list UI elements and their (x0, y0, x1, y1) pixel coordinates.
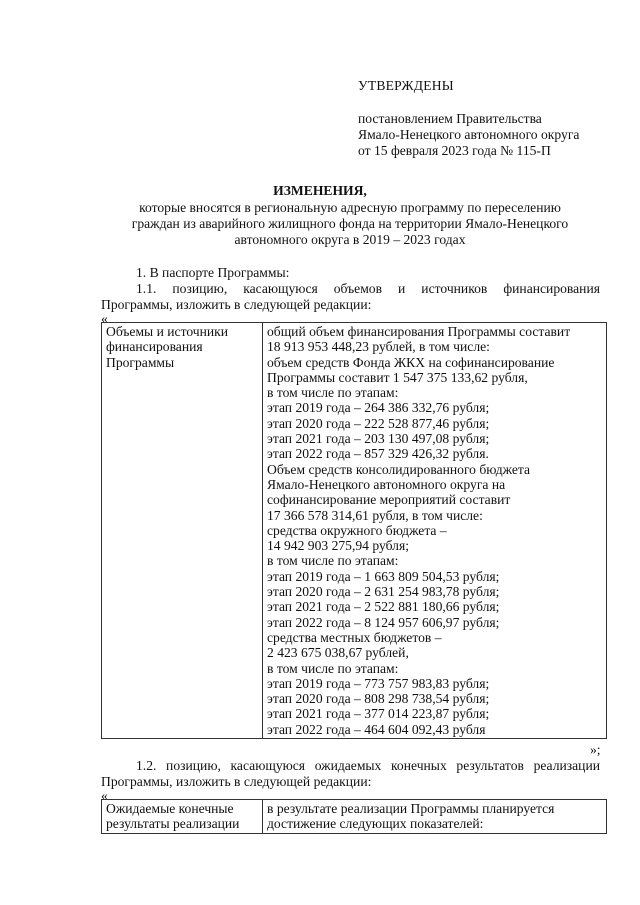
opening-quote: « (101, 788, 108, 803)
decree-reference (358, 111, 579, 159)
cell-line: объем средств Фонда ЖКХ на софинансирование (267, 354, 555, 370)
subtitle-line: граждан из аварийного жилищного фонда на территории Ямало-Ненецкого (131, 216, 569, 231)
cell-line: в результате реализации Программы планируется (267, 801, 555, 816)
cell-line: Ямало-Ненецкого автономного округа на (267, 476, 506, 492)
decree-line: Ямало-Ненецкого автономного округа (358, 127, 580, 142)
subtitle-line: которые вносятся в региональную адресную программу по переселению (139, 200, 561, 215)
cell-line: 14 942 903 275,94 рубля; (267, 538, 409, 554)
cell-line: 18 913 953 448,23 рублей, в том числе: (267, 339, 490, 355)
financing-table (101, 322, 607, 739)
cell-line: общий объем финансирования Программы составит (267, 324, 571, 339)
cell-line: этап 2020 года – 808 298 738,54 рубля; (267, 691, 490, 707)
cell-line: Ожидаемые конечные (106, 801, 234, 816)
document-subtitle (100, 200, 600, 248)
cell-line: этап 2019 года – 1 663 809 504,53 рубля; (267, 568, 500, 584)
table-cell-label (102, 800, 263, 834)
cell-line: этап 2022 года – 8 124 957 606,97 рубля; (267, 614, 500, 630)
cell-line: этап 2019 года – 773 757 983,83 рубля; (267, 675, 490, 691)
cell-line: Программы составит 1 547 375 133,62 рубля, (267, 369, 528, 385)
cell-line: 17 366 578 314,61 рубля, в том числе: (267, 507, 483, 523)
decree-line: от 15 февраля 2023 года № 115-П (358, 143, 551, 158)
cell-line: средства окружного бюджета – (267, 522, 447, 538)
section-1-heading: 1. В паспорте Программы: (136, 265, 290, 280)
cell-line: этап 2021 года – 377 014 223,87 рубля; (267, 706, 490, 722)
subtitle-line: автономного округа в 2019 – 2023 годах (234, 232, 466, 247)
cell-line: этап 2020 года – 222 528 877,46 рубля; (267, 415, 490, 431)
opening-quote: « (101, 311, 108, 326)
table-row (102, 323, 607, 739)
decree-line: постановлением Правительства (358, 111, 542, 126)
item-1-2-line-2: Программы, изложить в следующей редакции: (101, 774, 372, 789)
table-cell-value (263, 800, 607, 834)
item-1-1-line-2: Программы, изложить в следующей редакции: (101, 297, 372, 312)
cell-line: этап 2020 года – 2 631 254 983,78 рубля; (267, 584, 500, 600)
cell-line: 2 423 675 038,67 рублей, (267, 645, 409, 661)
cell-line: средства местных бюджетов – (267, 629, 442, 645)
approval-heading: УТВЕРЖДЕНЫ (358, 78, 454, 93)
cell-line: в том числе по этапам: (267, 660, 399, 676)
table-cell-value (263, 323, 607, 739)
cell-line: Объемы и источники (106, 324, 229, 339)
table-row (102, 800, 607, 834)
cell-line: этап 2021 года – 2 522 881 180,66 рубля; (267, 599, 500, 615)
cell-line: Объем средств консолидированного бюджета (267, 461, 531, 477)
cell-line: этап 2019 года – 264 386 332,76 рубля; (267, 400, 490, 416)
cell-line: Программы (106, 354, 175, 370)
closing-quote: »; (590, 742, 601, 757)
cell-line: финансирования (106, 339, 203, 355)
item-1-2-line-1: 1.2. позицию, касающуюся ожидаемых конечных результатов реализации (136, 758, 600, 773)
cell-line: достижение следующих показателей: (267, 816, 484, 832)
results-table (101, 799, 607, 834)
cell-line: результаты реализации (106, 816, 240, 832)
cell-line: этап 2022 года – 464 604 092,43 рубля (267, 721, 486, 737)
cell-line: софинансирование мероприятий составит (267, 492, 511, 508)
cell-line: этап 2021 года – 203 130 497,08 рубля; (267, 431, 490, 447)
cell-line: этап 2022 года – 857 329 426,32 рубля. (267, 446, 489, 462)
item-1-1-line-1: 1.1. позицию, касающуюся объемов и источников финансирования (136, 281, 600, 296)
cell-line: в том числе по этапам: (267, 553, 399, 569)
table-cell-label (102, 323, 263, 739)
cell-line: в том числе по этапам: (267, 385, 399, 401)
document-title: ИЗМЕНЕНИЯ, (273, 183, 367, 198)
